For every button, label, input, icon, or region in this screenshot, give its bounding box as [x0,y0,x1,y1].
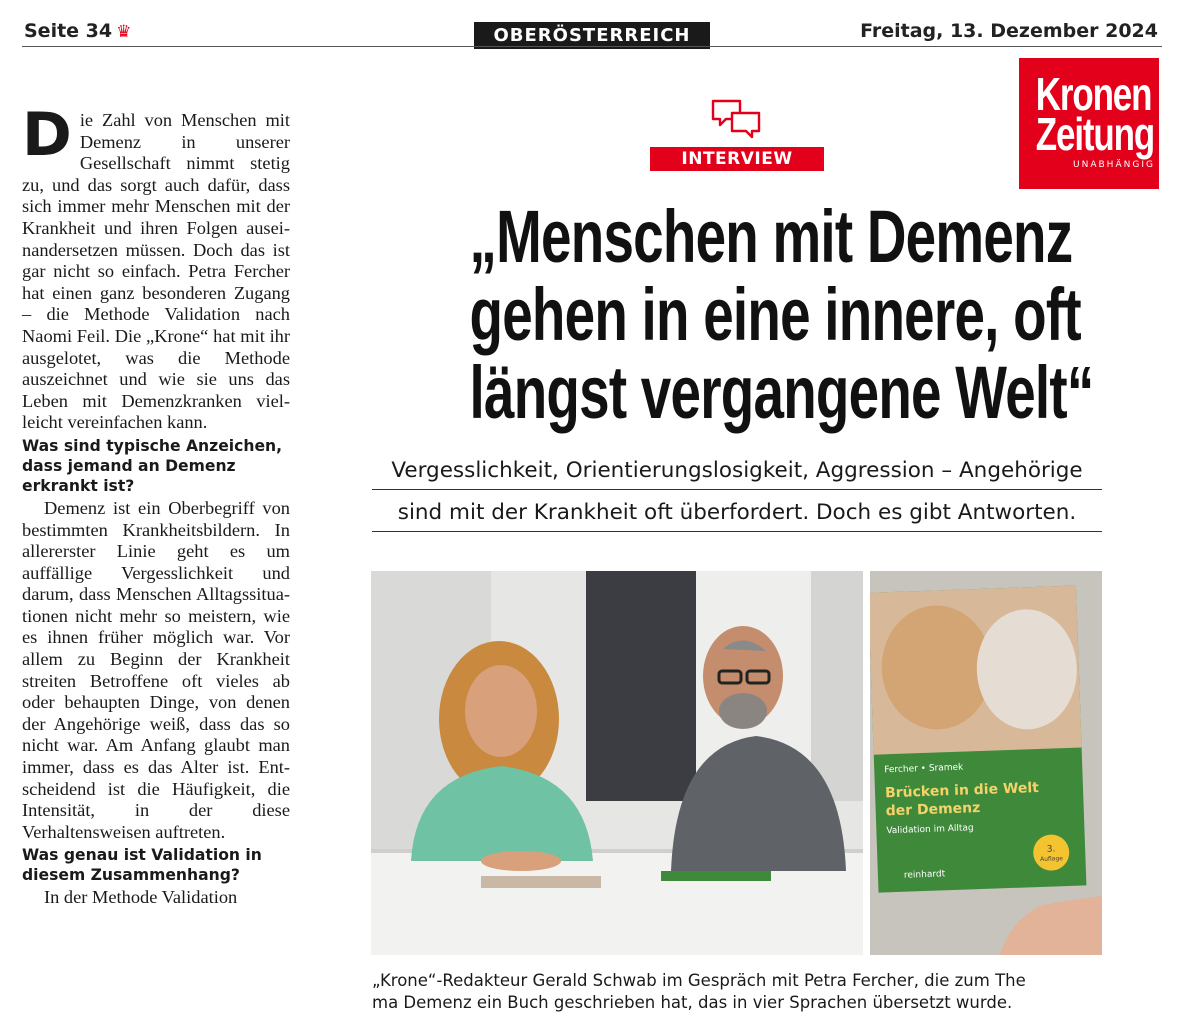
svg-text:3.: 3. [1046,844,1056,855]
page-header [0,0,1200,52]
svg-text:der Demenz: der Demenz [885,800,981,820]
interview-kicker: INTERVIEW [650,147,824,171]
door [586,571,696,801]
kronen-zeitung-logo: Kronen Zeitung UNABHÄNGIG [1019,58,1159,189]
subheadline-line: sind mit der Krankheit oft überfordert. Doch es gibt Antworten. [397,500,1077,525]
headline-line: längst vergangene Welt“ [469,351,1094,434]
interview-photo [371,571,863,955]
svg-text:Validation im Alltag: Validation im Alltag [886,823,974,837]
interview-answer: In der Methode Validation [44,887,238,908]
svg-text:reinhardt: reinhardt [903,869,946,881]
subheadline-rule [372,489,1102,490]
article-column [22,100,290,909]
interview-answer: Demenz ist ein Oberbegriff von bestimmten Krankheitsbildern. In allererster Linie geht es um auffällige Vergesslichkeit und darum, dass Menschen Alltagssituationen nicht mehr so meistern, wie es ihnen früher möglich war. Vor allem zu Beginn der Krankheit streiten Betroffene oft vieles ab oder behaupten Dinge, von denen der Angehörige weiß, dass das so nicht war. Am Anfang glaubt man immer, dass es das Alter ist. Entscheidend ist die Häufigkeit, die Intensität, in der diese Verhaltensweisen auftreten. [22,497,290,842]
article-intro: Die Zahl von Menschen mit Demenz in unserer Gesellschaft nimmt stetig zu, und das sorgt auch dafür, dass sich immer mehr Menschen mit der Krankheit und ihren Folgen auseinandersetzen müssen. Doch das ist gar nicht so einfach. Petra Fercher hat einen ganz besonderen Zugang – die Methode Validation nach Naomi Feil. Die „Krone“ hat mit ihr ausgelotet, was die Methode auszeichnet und wie sie uns das Leben mit Demenzkranken vielleicht vereinfachen kann. [22,100,290,433]
page-number: Seite 34 ♛ [24,20,132,42]
interview-question: Was genau ist Validation in diesem Zusammenhang? [22,846,262,885]
header-divider [22,46,1162,47]
chat-bubbles-icon [710,98,762,140]
photo-caption: „Krone“-Redakteur Gerald Schwab im Gespräch mit Petra Fercher, die zum The ma Demenz ein Buch geschrieben hat, das in vier Sprachen übersetzt wurde. [372,971,1026,1012]
svg-text:Auflage: Auflage [1039,855,1064,863]
issue-date: Freitag, 13. Dezember 2024 [860,20,1158,42]
svg-text:Fercher • Sramek: Fercher • Sramek [884,762,964,776]
section-label: OBERÖSTERREICH [474,22,710,49]
interview-question: Was sind typische Anzeichen, dass jemand an Demenz erkrankt ist? [22,436,283,495]
headline-line: gehen in eine innere, oft [469,273,1081,356]
book-photo [870,571,1102,955]
drop-cap: D [22,100,72,170]
svg-text:Brücken in die Welt: Brücken in die Welt [884,779,1040,802]
subheadline-line: Vergesslichkeit, Orientierungslosigkeit, Aggression – Angehörige [391,458,1083,483]
headline [372,195,1122,434]
headline-line: „Menschen mit Demenz [469,195,1073,278]
crown-icon: ♛ [116,22,132,42]
subheadline-rule [372,531,1102,532]
